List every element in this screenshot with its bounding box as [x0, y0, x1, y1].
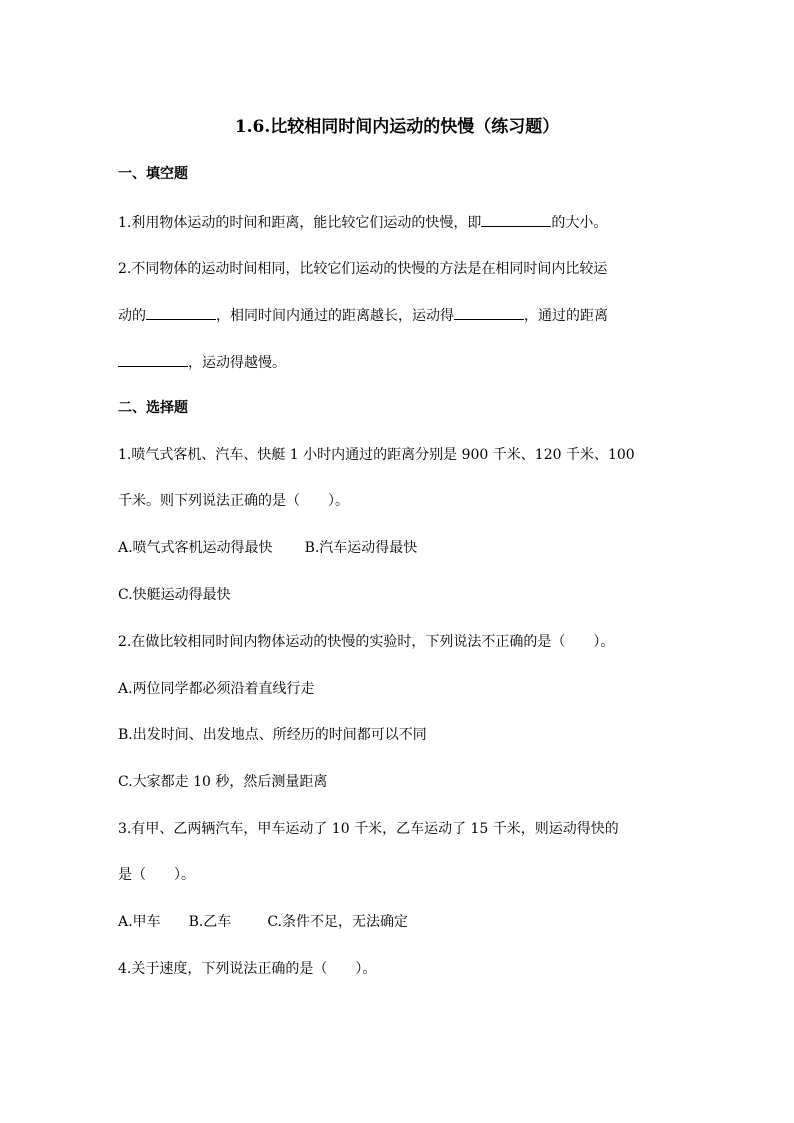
option-c[interactable]: C.快艇运动得最快 — [118, 587, 231, 603]
fill-question-2-text-c: ，通过的距离 — [524, 308, 608, 324]
choice-question-3-options-row — [118, 912, 408, 932]
choice-question-4-line-1: 4.关于速度，下列说法正确的是（ ）。 — [118, 961, 377, 977]
fill-question-1-text-b: 的大小。 — [551, 215, 608, 231]
answer-blank[interactable] — [454, 305, 524, 320]
fill-question-2-line-3 — [118, 352, 286, 373]
page-title: 1.6.比较相同时间内运动的快慢（练习题） — [234, 117, 560, 137]
fill-question-2-text-a: 动的 — [118, 308, 146, 324]
option-a[interactable]: A.两位同学都必须沿着直线行走 — [118, 681, 315, 697]
option-b[interactable]: B.汽车运动得最快 — [304, 540, 418, 556]
fill-question-1 — [118, 212, 607, 233]
section-heading-fill-blank: 一、填空题 — [118, 166, 188, 182]
choice-question-1-options-row — [118, 538, 417, 558]
option-a[interactable]: A.喷气式客机运动得最快 — [118, 540, 273, 556]
answer-blank[interactable] — [481, 212, 551, 227]
fill-question-2-text-d: ，运动得越慢。 — [188, 355, 286, 371]
answer-blank[interactable] — [146, 305, 216, 320]
choice-question-3-line-2: 是（ ）。 — [118, 867, 195, 883]
fill-question-1-text-a: 1.利用物体运动的时间和距离，能比较它们运动的快慢，即 — [118, 215, 482, 231]
option-c[interactable]: C.大家都走 10 秒，然后测量距离 — [118, 774, 328, 790]
fill-question-2-text-b: ，相同时间内通过的距离越长，运动得 — [216, 308, 454, 324]
section-heading-multiple-choice: 二、选择题 — [118, 400, 188, 416]
option-c[interactable]: C.条件不足，无法确定 — [267, 914, 408, 930]
option-a[interactable]: A.甲车 — [118, 914, 161, 930]
choice-question-3-line-1: 3.有甲、乙两辆汽车，甲车运动了 10 千米，乙车运动了 15 千米，则运动得快的 — [118, 821, 619, 837]
choice-question-1-line-1: 1.喷气式客机、汽车、快艇 1 小时内通过的距离分别是 900 千米、120 千米、100 — [118, 447, 635, 463]
option-b[interactable]: B.出发时间、出发地点、所经历的时间都可以不同 — [118, 727, 427, 743]
fill-question-2-line-2 — [118, 305, 608, 326]
choice-question-1-line-2: 千米。则下列说法正确的是（ ）。 — [118, 493, 349, 509]
choice-question-2-line-1: 2.在做比较相同时间内物体运动的快慢的实验时，下列说法不正确的是（ ）。 — [118, 634, 615, 650]
option-b[interactable]: B.乙车 — [188, 914, 232, 930]
fill-question-2-line-1: 2.不同物体的运动时间相同，比较它们运动的快慢的方法是在相同时间内比较运 — [118, 261, 608, 277]
answer-blank[interactable] — [118, 352, 188, 367]
